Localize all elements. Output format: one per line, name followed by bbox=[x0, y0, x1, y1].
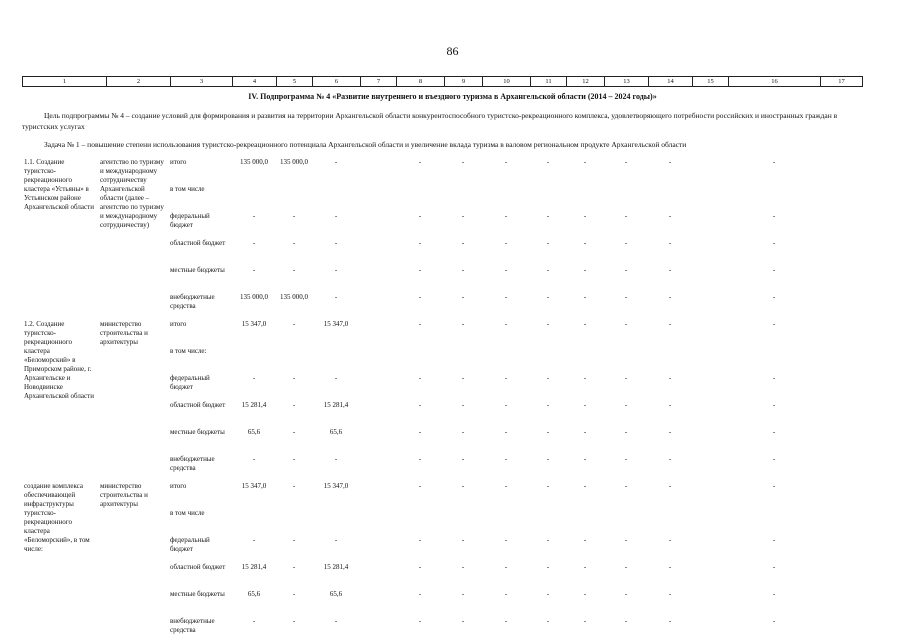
amount-cell: - bbox=[546, 401, 550, 409]
amount-cell: - bbox=[668, 266, 672, 274]
amount-cell: - bbox=[546, 320, 550, 328]
amount-cell: - bbox=[461, 266, 465, 274]
executor-name: агентство по туризму и международному сотрудничеству Архангельской области (далее – агентство по туризму и международному сотрудничеству) bbox=[100, 158, 164, 229]
amount-cell: - bbox=[418, 401, 422, 409]
amount-cell: - bbox=[461, 563, 465, 571]
section-title: IV. Подпрограмма № 4 «Развитие внутреннего и въездного туризма в Архангельской области (2014 – 2024 годы)» bbox=[248, 92, 657, 101]
amount-cell: - bbox=[668, 536, 672, 544]
amount-cell bbox=[692, 563, 728, 590]
amount-cell bbox=[530, 185, 566, 212]
activity-name: создание комплекса обеспечивающей инфраструктуры туристско-рекреационного кластера «Беломорский», в том числе: bbox=[24, 482, 90, 553]
amount-cell: - bbox=[461, 482, 465, 490]
amount-cell bbox=[276, 185, 312, 212]
amount-cell: 15 281,4 bbox=[323, 563, 349, 571]
amount-cell: 15 281,4 bbox=[241, 563, 267, 571]
amount-cell: - bbox=[546, 428, 550, 436]
column-number: 5 bbox=[277, 77, 313, 87]
amount-cell bbox=[692, 401, 728, 428]
amount-cell: - bbox=[418, 158, 422, 166]
funding-source: местные бюджеты bbox=[170, 590, 225, 598]
amount-cell: - bbox=[504, 266, 508, 274]
amount-cell: - bbox=[668, 428, 672, 436]
amount-cell bbox=[820, 293, 862, 320]
amount-cell: - bbox=[461, 401, 465, 409]
amount-cell: - bbox=[583, 320, 587, 328]
amount-cell: - bbox=[583, 374, 587, 382]
amount-cell: - bbox=[334, 536, 338, 544]
amount-cell: - bbox=[418, 536, 422, 544]
amount-cell: - bbox=[772, 536, 776, 544]
amount-cell: - bbox=[334, 212, 338, 220]
amount-cell: - bbox=[461, 428, 465, 436]
amount-cell: - bbox=[334, 455, 338, 463]
amount-cell: - bbox=[624, 239, 628, 247]
amount-cell: - bbox=[252, 617, 256, 625]
column-number: 7 bbox=[361, 77, 397, 87]
amount-cell: - bbox=[252, 239, 256, 247]
amount-cell: - bbox=[461, 455, 465, 463]
amount-cell: 135 000,0 bbox=[280, 293, 308, 301]
amount-cell: - bbox=[583, 455, 587, 463]
amount-cell bbox=[820, 347, 862, 374]
amount-cell: 15 347,0 bbox=[323, 320, 349, 328]
column-number: 1 bbox=[23, 77, 107, 87]
funding-source: в том числе: bbox=[170, 347, 207, 355]
amount-cell: - bbox=[504, 320, 508, 328]
amount-cell: - bbox=[504, 239, 508, 247]
amount-cell bbox=[692, 293, 728, 320]
amount-cell: - bbox=[772, 590, 776, 598]
amount-cell: - bbox=[292, 428, 296, 436]
amount-cell bbox=[360, 536, 396, 563]
amount-cell: - bbox=[504, 158, 508, 166]
executor-name: министерство строительства и архитектуры bbox=[100, 482, 148, 508]
amount-cell: - bbox=[583, 536, 587, 544]
amount-cell: - bbox=[461, 320, 465, 328]
amount-cell: - bbox=[546, 239, 550, 247]
amount-cell: - bbox=[772, 320, 776, 328]
column-number: 4 bbox=[233, 77, 277, 87]
amount-cell: - bbox=[461, 293, 465, 301]
amount-cell: - bbox=[334, 374, 338, 382]
amount-cell: - bbox=[668, 239, 672, 247]
amount-cell: - bbox=[772, 482, 776, 490]
funding-source: в том числе bbox=[170, 185, 205, 193]
amount-cell bbox=[692, 266, 728, 293]
amount-cell: - bbox=[546, 617, 550, 625]
amount-cell: - bbox=[668, 401, 672, 409]
amount-cell: - bbox=[624, 617, 628, 625]
amount-cell: - bbox=[334, 239, 338, 247]
amount-cell: - bbox=[292, 239, 296, 247]
amount-cell: 65,6 bbox=[247, 428, 261, 436]
amount-cell: - bbox=[504, 455, 508, 463]
amount-cell: - bbox=[583, 590, 587, 598]
amount-cell bbox=[360, 563, 396, 590]
funding-table bbox=[22, 158, 862, 644]
amount-cell bbox=[692, 590, 728, 617]
column-number: 6 bbox=[313, 77, 361, 87]
amount-cell: - bbox=[292, 617, 296, 625]
amount-cell: - bbox=[624, 266, 628, 274]
table-row bbox=[22, 482, 862, 509]
amount-cell: - bbox=[668, 455, 672, 463]
executor-name: министерство строительства и архитектуры bbox=[100, 320, 148, 346]
amount-cell: - bbox=[668, 320, 672, 328]
amount-cell bbox=[820, 455, 862, 482]
amount-cell: - bbox=[334, 617, 338, 625]
amount-cell: - bbox=[624, 374, 628, 382]
amount-cell: - bbox=[252, 455, 256, 463]
funding-source: местные бюджеты bbox=[170, 266, 225, 274]
amount-cell: - bbox=[583, 293, 587, 301]
amount-cell: - bbox=[418, 293, 422, 301]
amount-cell bbox=[360, 374, 396, 401]
amount-cell bbox=[692, 374, 728, 401]
table-row bbox=[22, 320, 862, 347]
amount-cell bbox=[360, 239, 396, 266]
amount-cell: - bbox=[546, 482, 550, 490]
amount-cell bbox=[566, 185, 604, 212]
amount-cell bbox=[692, 212, 728, 239]
amount-cell: - bbox=[772, 293, 776, 301]
amount-cell: - bbox=[504, 536, 508, 544]
task-text: Задача № 1 – повышение степени использования туристско-рекреационного потенциала Архангельской области и увеличение вклада туризма в валовом региональном продукте Архангельской области bbox=[44, 140, 687, 149]
amount-cell: - bbox=[292, 455, 296, 463]
amount-cell: - bbox=[546, 266, 550, 274]
amount-cell: 65,6 bbox=[329, 428, 343, 436]
amount-cell: - bbox=[772, 266, 776, 274]
amount-cell: - bbox=[624, 212, 628, 220]
amount-cell bbox=[728, 509, 820, 536]
amount-cell: - bbox=[624, 320, 628, 328]
goal-text: Цель подпрограммы № 4 – создание условий для формирования и развития на территории Архангельской области конкурентоспособного туристско-рекреационного комплекса, удовлетворяющего потребности российских и иностранных граждан в туристских услугах bbox=[22, 111, 838, 131]
amount-cell: - bbox=[418, 455, 422, 463]
amount-cell bbox=[360, 428, 396, 455]
amount-cell: - bbox=[772, 428, 776, 436]
amount-cell: - bbox=[504, 482, 508, 490]
amount-cell: - bbox=[624, 536, 628, 544]
amount-cell: - bbox=[418, 320, 422, 328]
amount-cell bbox=[360, 266, 396, 293]
column-number-header bbox=[22, 76, 863, 87]
amount-cell: - bbox=[772, 455, 776, 463]
amount-cell bbox=[232, 509, 276, 536]
amount-cell: - bbox=[668, 374, 672, 382]
activity-name: 1.2. Создание туристско-рекреационного кластера «Беломорский» в Приморском районе, г. Архангельске и Новодвинске Архангельской области bbox=[24, 320, 94, 400]
amount-cell: - bbox=[546, 563, 550, 571]
amount-cell bbox=[396, 347, 444, 374]
amount-cell bbox=[692, 455, 728, 482]
amount-cell bbox=[360, 482, 396, 509]
funding-source: местные бюджеты bbox=[170, 428, 225, 436]
amount-cell bbox=[820, 185, 862, 212]
amount-cell bbox=[820, 536, 862, 563]
amount-cell bbox=[232, 185, 276, 212]
amount-cell bbox=[692, 320, 728, 347]
amount-cell: - bbox=[772, 401, 776, 409]
funding-source: итого bbox=[170, 482, 187, 490]
amount-cell: - bbox=[668, 212, 672, 220]
amount-cell: - bbox=[546, 293, 550, 301]
amount-cell bbox=[820, 239, 862, 266]
activity-name: 1.1. Создание туристско-рекреационного кластера «Устьяны» в Устьянском районе Архангельской области bbox=[24, 158, 94, 211]
amount-cell: - bbox=[546, 590, 550, 598]
funding-source: внебюджетные средства bbox=[170, 617, 215, 634]
amount-cell bbox=[648, 509, 692, 536]
amount-cell: - bbox=[252, 374, 256, 382]
amount-cell: - bbox=[334, 158, 338, 166]
amount-cell: - bbox=[583, 617, 587, 625]
amount-cell: - bbox=[624, 158, 628, 166]
amount-cell: 65,6 bbox=[329, 590, 343, 598]
amount-cell bbox=[820, 590, 862, 617]
amount-cell: - bbox=[292, 536, 296, 544]
amount-cell bbox=[396, 185, 444, 212]
amount-cell: 135 000,0 bbox=[240, 293, 268, 301]
amount-cell bbox=[648, 347, 692, 374]
amount-cell: - bbox=[624, 590, 628, 598]
amount-cell: - bbox=[418, 266, 422, 274]
amount-cell: - bbox=[583, 212, 587, 220]
table-row bbox=[22, 158, 862, 185]
amount-cell bbox=[604, 509, 648, 536]
amount-cell bbox=[820, 482, 862, 509]
funding-source: федеральный бюджет bbox=[170, 536, 210, 553]
amount-cell: - bbox=[624, 293, 628, 301]
amount-cell bbox=[360, 320, 396, 347]
amount-cell bbox=[820, 374, 862, 401]
amount-cell bbox=[276, 509, 312, 536]
amount-cell bbox=[604, 185, 648, 212]
amount-cell bbox=[692, 239, 728, 266]
amount-cell: - bbox=[504, 293, 508, 301]
amount-cell bbox=[444, 185, 482, 212]
amount-cell bbox=[482, 509, 530, 536]
amount-cell: - bbox=[504, 212, 508, 220]
amount-cell: - bbox=[292, 590, 296, 598]
column-number: 9 bbox=[445, 77, 483, 87]
amount-cell: - bbox=[292, 320, 296, 328]
amount-cell: - bbox=[292, 374, 296, 382]
amount-cell: - bbox=[334, 266, 338, 274]
amount-cell bbox=[360, 509, 396, 536]
amount-cell bbox=[728, 347, 820, 374]
amount-cell bbox=[232, 347, 276, 374]
amount-cell: - bbox=[504, 563, 508, 571]
amount-cell: - bbox=[583, 428, 587, 436]
amount-cell: - bbox=[668, 482, 672, 490]
amount-cell: - bbox=[772, 158, 776, 166]
amount-cell: - bbox=[504, 428, 508, 436]
amount-cell bbox=[692, 536, 728, 563]
amount-cell: - bbox=[418, 590, 422, 598]
amount-cell bbox=[820, 320, 862, 347]
amount-cell: - bbox=[418, 428, 422, 436]
amount-cell bbox=[312, 509, 360, 536]
amount-cell bbox=[312, 185, 360, 212]
amount-cell: - bbox=[504, 374, 508, 382]
funding-source: внебюджетные средства bbox=[170, 293, 215, 310]
amount-cell: - bbox=[546, 158, 550, 166]
amount-cell: - bbox=[252, 266, 256, 274]
amount-cell bbox=[692, 185, 728, 212]
column-number: 3 bbox=[171, 77, 233, 87]
amount-cell bbox=[444, 509, 482, 536]
amount-cell: - bbox=[418, 239, 422, 247]
amount-cell bbox=[820, 563, 862, 590]
amount-cell: - bbox=[504, 590, 508, 598]
amount-cell bbox=[444, 347, 482, 374]
amount-cell bbox=[360, 212, 396, 239]
amount-cell: - bbox=[668, 617, 672, 625]
amount-cell: - bbox=[461, 617, 465, 625]
amount-cell bbox=[820, 401, 862, 428]
amount-cell bbox=[604, 347, 648, 374]
funding-source: итого bbox=[170, 158, 187, 166]
amount-cell: - bbox=[418, 563, 422, 571]
amount-cell: 135 000,0 bbox=[240, 158, 268, 166]
amount-cell: - bbox=[418, 482, 422, 490]
funding-source: в том числе bbox=[170, 509, 205, 517]
amount-cell bbox=[820, 509, 862, 536]
amount-cell bbox=[530, 509, 566, 536]
amount-cell: - bbox=[504, 617, 508, 625]
amount-cell: - bbox=[418, 617, 422, 625]
amount-cell: 15 347,0 bbox=[241, 320, 267, 328]
column-number: 2 bbox=[107, 77, 171, 87]
amount-cell: - bbox=[583, 482, 587, 490]
amount-cell: - bbox=[461, 536, 465, 544]
amount-cell bbox=[692, 158, 728, 185]
amount-cell: - bbox=[624, 482, 628, 490]
amount-cell bbox=[276, 347, 312, 374]
amount-cell bbox=[566, 509, 604, 536]
amount-cell bbox=[360, 401, 396, 428]
amount-cell bbox=[360, 293, 396, 320]
amount-cell bbox=[728, 185, 820, 212]
amount-cell bbox=[482, 185, 530, 212]
amount-cell: - bbox=[668, 158, 672, 166]
amount-cell bbox=[360, 590, 396, 617]
amount-cell: - bbox=[546, 212, 550, 220]
column-number: 11 bbox=[531, 77, 567, 87]
column-number: 13 bbox=[605, 77, 649, 87]
column-number: 17 bbox=[821, 77, 863, 87]
amount-cell: - bbox=[461, 374, 465, 382]
amount-cell: - bbox=[583, 239, 587, 247]
amount-cell: - bbox=[418, 212, 422, 220]
amount-cell bbox=[396, 509, 444, 536]
amount-cell: - bbox=[668, 590, 672, 598]
amount-cell bbox=[482, 347, 530, 374]
amount-cell bbox=[566, 347, 604, 374]
amount-cell: 15 281,4 bbox=[241, 401, 267, 409]
amount-cell: - bbox=[252, 536, 256, 544]
amount-cell: - bbox=[772, 239, 776, 247]
amount-cell: - bbox=[292, 482, 296, 490]
amount-cell bbox=[692, 428, 728, 455]
column-number: 16 bbox=[729, 77, 821, 87]
amount-cell: - bbox=[292, 266, 296, 274]
amount-cell: - bbox=[461, 212, 465, 220]
amount-cell bbox=[360, 455, 396, 482]
amount-cell bbox=[820, 158, 862, 185]
amount-cell bbox=[820, 428, 862, 455]
amount-cell bbox=[648, 185, 692, 212]
funding-source: областной бюджет bbox=[170, 239, 226, 247]
amount-cell bbox=[692, 509, 728, 536]
amount-cell: - bbox=[461, 158, 465, 166]
amount-cell: - bbox=[292, 212, 296, 220]
amount-cell: - bbox=[772, 374, 776, 382]
amount-cell: - bbox=[668, 293, 672, 301]
amount-cell bbox=[312, 347, 360, 374]
amount-cell: - bbox=[334, 293, 338, 301]
amount-cell: 15 347,0 bbox=[241, 482, 267, 490]
column-number: 10 bbox=[483, 77, 531, 87]
column-number: 15 bbox=[693, 77, 729, 87]
amount-cell bbox=[360, 347, 396, 374]
amount-cell bbox=[360, 185, 396, 212]
funding-source: федеральный бюджет bbox=[170, 374, 210, 391]
amount-cell: - bbox=[292, 401, 296, 409]
amount-cell: 15 347,0 bbox=[323, 482, 349, 490]
amount-cell: - bbox=[624, 455, 628, 463]
amount-cell: 15 281,4 bbox=[323, 401, 349, 409]
amount-cell: - bbox=[772, 617, 776, 625]
column-number: 12 bbox=[567, 77, 605, 87]
amount-cell: - bbox=[252, 212, 256, 220]
amount-cell: - bbox=[546, 374, 550, 382]
amount-cell: - bbox=[772, 212, 776, 220]
amount-cell: - bbox=[418, 374, 422, 382]
funding-source: федеральный бюджет bbox=[170, 212, 210, 229]
page-number: 86 bbox=[446, 44, 459, 58]
amount-cell: - bbox=[624, 428, 628, 436]
amount-cell: - bbox=[583, 401, 587, 409]
amount-cell bbox=[820, 212, 862, 239]
amount-cell: - bbox=[624, 401, 628, 409]
amount-cell: - bbox=[583, 158, 587, 166]
amount-cell: 135 000,0 bbox=[280, 158, 308, 166]
column-number: 14 bbox=[649, 77, 693, 87]
funding-source: областной бюджет bbox=[170, 563, 226, 571]
amount-cell: 65,6 bbox=[247, 590, 261, 598]
amount-cell: - bbox=[668, 563, 672, 571]
funding-source: областной бюджет bbox=[170, 401, 226, 409]
amount-cell: - bbox=[292, 563, 296, 571]
amount-cell: - bbox=[546, 455, 550, 463]
column-number: 8 bbox=[397, 77, 445, 87]
funding-source: внебюджетные средства bbox=[170, 455, 215, 472]
amount-cell: - bbox=[504, 401, 508, 409]
amount-cell: - bbox=[583, 563, 587, 571]
amount-cell bbox=[692, 482, 728, 509]
amount-cell: - bbox=[461, 239, 465, 247]
amount-cell: - bbox=[624, 563, 628, 571]
amount-cell bbox=[530, 347, 566, 374]
amount-cell bbox=[692, 347, 728, 374]
amount-cell bbox=[360, 158, 396, 185]
amount-cell: - bbox=[546, 536, 550, 544]
amount-cell bbox=[820, 266, 862, 293]
amount-cell: - bbox=[583, 266, 587, 274]
amount-cell: - bbox=[772, 563, 776, 571]
funding-source: итого bbox=[170, 320, 187, 328]
amount-cell: - bbox=[461, 590, 465, 598]
